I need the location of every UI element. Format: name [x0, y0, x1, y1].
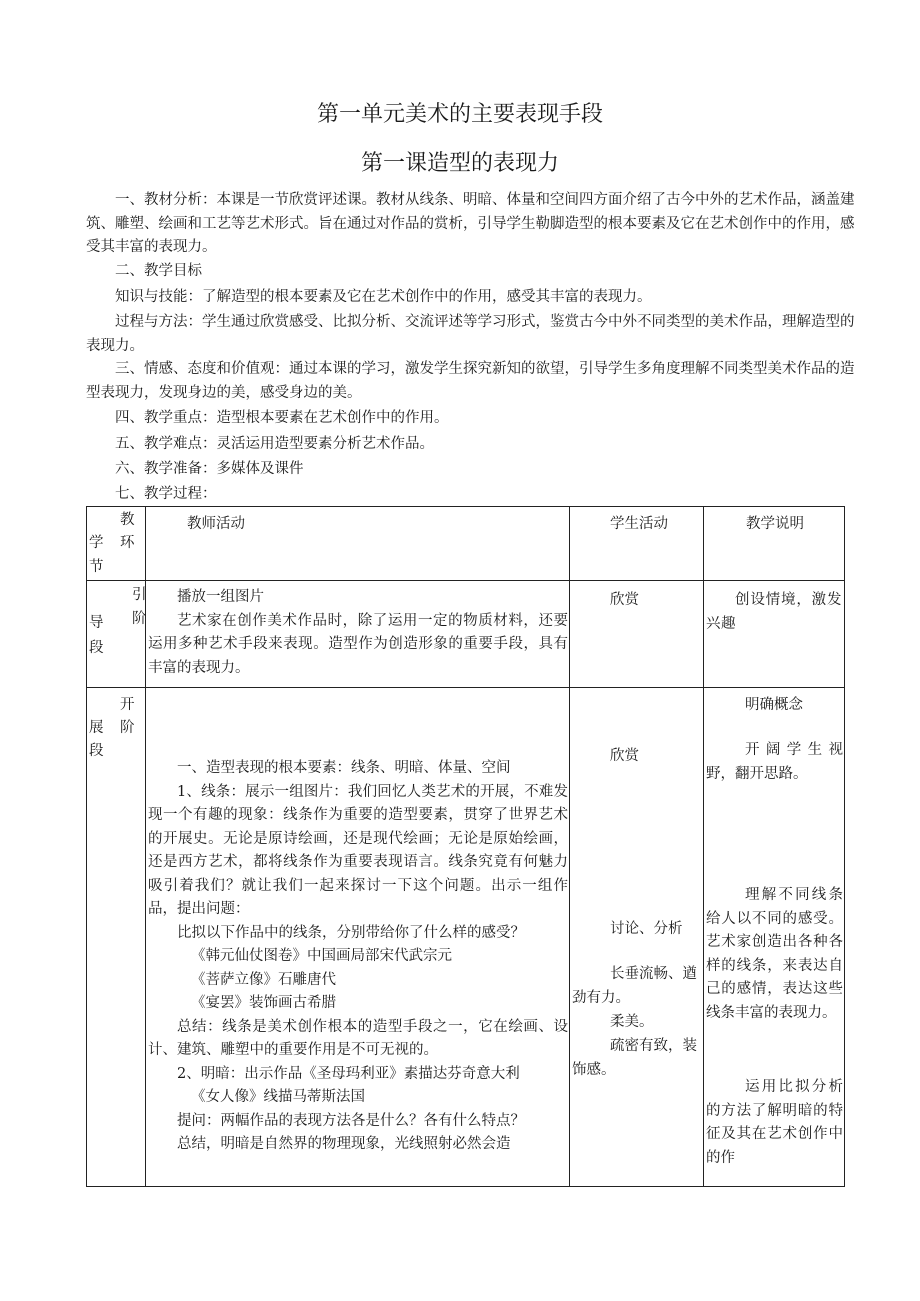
stage-char: 段: [89, 640, 104, 656]
student-cell-development: [570, 688, 704, 1187]
teacher-text: 播放一组图片: [177, 589, 264, 605]
note-text: 开阔学生视野，翻开思路。: [706, 742, 843, 782]
table-row-development: [87, 688, 845, 1187]
student-text: 欣赏: [610, 592, 639, 608]
stage-char: 导: [89, 615, 104, 631]
student-cell-guidance: [570, 581, 704, 688]
key-point: 四、教学重点：造型根本要素在艺术创作中的作用。: [115, 410, 449, 426]
teacher-text: 比拟以下作品中的线条，分别带给你了什么样的感受？: [177, 924, 525, 941]
student-response: 柔美。: [610, 1014, 654, 1030]
note-text: 运用比拟分析的方法了解明暗的特征及其在艺术创作中的作: [706, 1079, 843, 1166]
teacher-cell-development: [146, 688, 570, 1187]
stage-char: 引: [132, 587, 147, 603]
goal-emotion: 三、情感、态度和价值观：通过本课的学习，激发学生探究新知的欲望，引导学生多角度理解不同类型美术作品的造型表现力，发现身边的美，感受身边的美。: [86, 361, 855, 401]
material-analysis: 一、教材分析：本课是一节欣赏评述课。教材从线条、明暗、体量和空间四方面介绍了古今中外的艺术作品，涵盖建筑、雕塑、绘画和工艺等艺术形式。旨在通过对作品的赏析，引导学生勒脚造型的根本要素及它在艺术创作中的作用，感受其丰富的表现力。: [86, 192, 855, 255]
teacher-text: 总结，明暗是自然界的物理现象，光线照射必然会造: [177, 1136, 511, 1152]
artwork-item: 《菩萨立像》石雕唐代: [191, 971, 336, 988]
lesson-title: 第一课造型的表现力: [360, 151, 559, 176]
preparation: 六、教学准备：多媒体及课件: [115, 461, 304, 477]
table-row-guidance: [87, 581, 845, 688]
teacher-cell-guidance: [146, 581, 570, 688]
goal-knowledge: 知识与技能：了解造型的根本要素及它在艺术创作中的作用，感受其丰富的表现力。: [115, 289, 652, 305]
student-response: 疏密有致，装饰感。: [572, 1038, 697, 1078]
teacher-activity-header: 教师活动: [187, 516, 245, 532]
stage-header-char: 教: [120, 512, 135, 528]
stage-char: 开: [120, 697, 135, 713]
table-header-row: [87, 507, 845, 581]
stage-char: 展: [89, 720, 104, 736]
note-text: 理解不同线条给人以不同的感受。艺术家创造出各种各样的线条，来表达自己的感情，表达这些线条丰富的表现力。: [706, 887, 843, 1021]
stage-cell-guidance: [87, 581, 146, 688]
teacher-text: 提问：两幅作品的表现方法各是什么？各有什么特点？: [177, 1112, 525, 1129]
note-cell-development: [704, 688, 845, 1187]
difficulty: 五、教学难点：灵活运用造型要素分析艺术作品。: [115, 436, 434, 452]
stage-char: 阶: [120, 720, 135, 736]
teacher-text: 2、明暗：出示作品《圣母玛利亚》素描达芬奇意大利: [177, 1065, 520, 1082]
goal-process: 过程与方法：学生通过欣赏感受、比拟分析、交流评述等学习形式，鉴赏古今中外不同类型的美术作品，理解造型的表现力。: [86, 314, 855, 354]
student-activity-header: 学生活动: [610, 516, 668, 532]
artwork-item: 《宴罢》装饰画古希腊: [191, 995, 336, 1011]
note-text: 创设情境，激发兴趣: [706, 592, 842, 632]
stage-header-char: 学: [89, 535, 104, 551]
goals-heading: 二、教学目标: [115, 263, 202, 279]
stage-header-char: 节: [89, 559, 104, 575]
unit-title: 第一单元美术的主要表现手段: [316, 102, 603, 127]
note-cell-guidance: [704, 581, 845, 688]
artwork-item: 《女人像》线描马蒂斯法国: [191, 1089, 365, 1105]
process-heading: 七、教学过程：: [115, 486, 217, 502]
lesson-process-table: [86, 506, 845, 1187]
student-response: 长垂流畅、遒劲有力。: [572, 966, 697, 1006]
note-header-cell: [704, 507, 845, 581]
student-text: 讨论、分析: [610, 921, 683, 937]
teacher-text: 一、造型表现的根本要素：线条、明暗、体量、空间: [177, 760, 511, 776]
stage-cell-development: [87, 688, 146, 1187]
teacher-text: 总结：线条是美术创作根本的造型手段之一，它在绘画、设计、建筑、雕塑中的重要作用是不可无视的。: [148, 1018, 568, 1058]
stage-header-char: 环: [120, 535, 135, 551]
stage-header-cell: [87, 507, 146, 581]
note-text: 明确概念: [745, 697, 803, 713]
teacher-text: 1、线条：展示一组图片：我们回忆人类艺术的开展，不难发现一个有趣的现象：线条作为重要的造型要素，贯穿了世界艺术的开展史。无论是原诗绘画，还是现代绘画；无论是原始绘画，还是西方艺术，都将线条作为重要表现语言。线条究竟有何魅力吸引着我们？就让我们一起来探讨一下这个问题。出示一组作品，提出问题：: [148, 783, 568, 917]
artwork-item: 《韩元仙仗图卷》中国画局部宋代武宗元: [191, 948, 452, 964]
teacher-header-cell: [146, 507, 570, 581]
teacher-text: 艺术家在创作美术作品时，除了运用一定的物质材料，还要运用多种艺术手段来表现。造型作为创造形象的重要手段，具有丰富的表现力。: [148, 612, 568, 676]
student-header-cell: [570, 507, 704, 581]
teaching-note-header: 教学说明: [746, 516, 804, 532]
stage-char: 阶: [132, 611, 147, 627]
student-text: 欣赏: [610, 748, 639, 764]
stage-char: 段: [89, 743, 104, 759]
